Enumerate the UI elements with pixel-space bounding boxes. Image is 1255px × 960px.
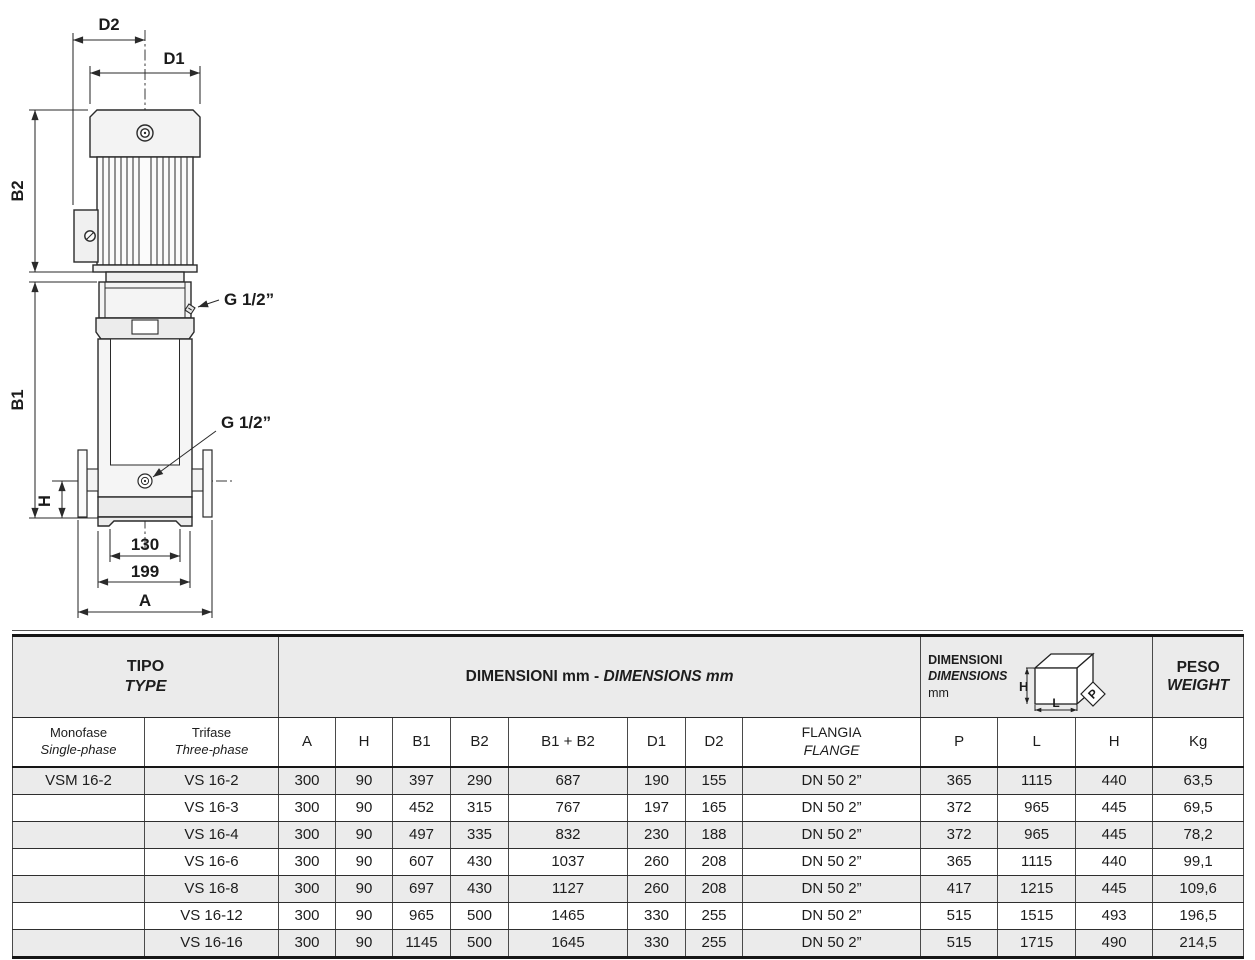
- cell-flangia: DN 50 2”: [743, 875, 921, 902]
- monofase-label-en: Single-phase: [40, 741, 117, 757]
- col-b1: B1: [393, 717, 451, 767]
- table-row: [13, 875, 1244, 902]
- pump-technical-drawing: [0, 0, 630, 628]
- col-a: A: [279, 717, 336, 767]
- cell-h: 90: [336, 848, 393, 875]
- header-dimensions: [279, 635, 921, 717]
- cell-flangia: DN 50 2”: [743, 767, 921, 795]
- cell-monofase: [13, 794, 145, 821]
- cell-b1b2: 1037: [509, 848, 628, 875]
- flangia-label-en: FLANGE: [803, 741, 860, 758]
- col-b1b2: B1 + B2: [509, 717, 628, 767]
- dim-label-b1: B1: [9, 389, 27, 411]
- tipo-label-it: TIPO: [126, 657, 165, 675]
- cell-l: 1115: [998, 767, 1076, 795]
- cell-d1: 260: [628, 848, 686, 875]
- cell-p: 372: [921, 794, 998, 821]
- dimensions-label-it: DIMENSIONI mm -: [465, 667, 604, 685]
- cell-d2: 208: [686, 875, 743, 902]
- cell-a: 300: [279, 767, 336, 795]
- cell-b1: 397: [393, 767, 451, 795]
- cell-kg: 214,5: [1153, 929, 1244, 957]
- trifase-label-it: Trifase: [191, 725, 232, 741]
- cell-flangia: DN 50 2”: [743, 821, 921, 848]
- cell-hh: 493: [1076, 902, 1153, 929]
- cell-h: 90: [336, 902, 393, 929]
- cell-d2: 155: [686, 767, 743, 795]
- cell-l: 965: [998, 794, 1076, 821]
- cell-hh: 440: [1076, 767, 1153, 795]
- cell-hh: 445: [1076, 875, 1153, 902]
- monofase-label-it: Monofase: [49, 725, 108, 741]
- col-p: P: [921, 717, 998, 767]
- cell-monofase: [13, 821, 145, 848]
- cell-monofase: [13, 875, 145, 902]
- cell-d2: 208: [686, 848, 743, 875]
- peso-label-en: WEIGHT: [1167, 676, 1230, 694]
- dim-label-130: 130: [130, 535, 160, 554]
- col-monofase: [13, 717, 145, 767]
- cell-p: 417: [921, 875, 998, 902]
- pack-dim-unit: mm: [928, 685, 949, 700]
- cell-a: 300: [279, 875, 336, 902]
- cell-b1b2: 1465: [509, 902, 628, 929]
- cell-b1: 965: [393, 902, 451, 929]
- cell-kg: 69,5: [1153, 794, 1244, 821]
- box-icon-l-label: L: [1052, 695, 1060, 710]
- cell-d1: 230: [628, 821, 686, 848]
- cell-b1: 1145: [393, 929, 451, 957]
- cell-kg: 78,2: [1153, 821, 1244, 848]
- cell-b2: 315: [451, 794, 509, 821]
- cell-b1b2: 1645: [509, 929, 628, 957]
- cell-h: 90: [336, 794, 393, 821]
- cell-trifase: VS 16-2: [145, 767, 279, 795]
- cell-flangia: DN 50 2”: [743, 848, 921, 875]
- spec-table-wrap: [12, 630, 1243, 960]
- cell-d2: 255: [686, 902, 743, 929]
- cell-l: 1215: [998, 875, 1076, 902]
- cell-kg: 99,1: [1153, 848, 1244, 875]
- cell-d1: 197: [628, 794, 686, 821]
- cell-hh: 440: [1076, 848, 1153, 875]
- cell-flangia: DN 50 2”: [743, 902, 921, 929]
- cell-trifase: VS 16-16: [145, 929, 279, 957]
- pack-dim-label-en: DIMENSIONS: [928, 669, 1008, 684]
- header-tipo: [13, 635, 279, 717]
- cell-b1b2: 832: [509, 821, 628, 848]
- cell-monofase: VSM 16-2: [13, 767, 145, 795]
- cell-a: 300: [279, 794, 336, 821]
- cell-trifase: VS 16-8: [145, 875, 279, 902]
- cell-a: 300: [279, 848, 336, 875]
- cell-l: 965: [998, 821, 1076, 848]
- cell-b2: 500: [451, 902, 509, 929]
- col-d2: D2: [686, 717, 743, 767]
- cell-b2: 430: [451, 875, 509, 902]
- cell-hh: 490: [1076, 929, 1153, 957]
- cell-a: 300: [279, 902, 336, 929]
- dimensions-label-en: DIMENSIONS mm: [603, 667, 734, 685]
- col-flangia: [743, 717, 921, 767]
- cell-hh: 445: [1076, 794, 1153, 821]
- tipo-label-en: TYPE: [124, 677, 167, 695]
- cell-monofase: [13, 848, 145, 875]
- peso-label-it: PESO: [1176, 658, 1220, 676]
- cell-b1b2: 767: [509, 794, 628, 821]
- col-hh: H: [1076, 717, 1153, 767]
- cell-a: 300: [279, 929, 336, 957]
- cell-l: 1515: [998, 902, 1076, 929]
- cell-b2: 430: [451, 848, 509, 875]
- spec-table: [12, 634, 1244, 959]
- dim-label-d1: D1: [163, 50, 185, 68]
- box-icon-h-label: H: [1019, 678, 1029, 694]
- cell-d2: 165: [686, 794, 743, 821]
- col-d1: D1: [628, 717, 686, 767]
- cell-trifase: VS 16-12: [145, 902, 279, 929]
- cell-trifase: VS 16-4: [145, 821, 279, 848]
- cell-h: 90: [336, 875, 393, 902]
- col-kg: Kg: [1153, 717, 1244, 767]
- box-icon-p-label: P: [1085, 685, 1102, 702]
- cell-monofase: [13, 929, 145, 957]
- cell-b2: 500: [451, 929, 509, 957]
- callout-g-half-bottom: G 1/2”: [221, 413, 272, 432]
- cell-d1: 190: [628, 767, 686, 795]
- cell-h: 90: [336, 767, 393, 795]
- cell-p: 365: [921, 767, 998, 795]
- cell-kg: 63,5: [1153, 767, 1244, 795]
- header-peso: [1153, 635, 1244, 717]
- cell-p: 372: [921, 821, 998, 848]
- dim-label-h: H: [36, 495, 54, 507]
- cell-p: 515: [921, 929, 998, 957]
- table-row: [13, 929, 1244, 957]
- table-row: [13, 848, 1244, 875]
- col-h: H: [336, 717, 393, 767]
- cell-flangia: DN 50 2”: [743, 794, 921, 821]
- cell-l: 1115: [998, 848, 1076, 875]
- col-l: L: [998, 717, 1076, 767]
- cell-h: 90: [336, 821, 393, 848]
- cell-trifase: VS 16-6: [145, 848, 279, 875]
- cell-h: 90: [336, 929, 393, 957]
- flangia-label-it: FLANGIA: [801, 724, 862, 740]
- cell-monofase: [13, 902, 145, 929]
- cell-b2: 290: [451, 767, 509, 795]
- pump-outline: [74, 110, 212, 526]
- packing-box-icon: [1015, 644, 1119, 714]
- cell-a: 300: [279, 821, 336, 848]
- cell-b1: 497: [393, 821, 451, 848]
- dim-label-a: A: [138, 591, 152, 610]
- table-row: [13, 767, 1244, 795]
- cell-b1: 697: [393, 875, 451, 902]
- cell-d2: 255: [686, 929, 743, 957]
- cell-d2: 188: [686, 821, 743, 848]
- cell-p: 365: [921, 848, 998, 875]
- header-packing-dimensions: [921, 635, 1153, 717]
- table-row: [13, 794, 1244, 821]
- cell-b1: 607: [393, 848, 451, 875]
- col-trifase: [145, 717, 279, 767]
- dim-label-d2: D2: [98, 16, 120, 34]
- header-row-columns: [13, 717, 1244, 767]
- header-row-groups: [13, 635, 1244, 717]
- cell-b2: 335: [451, 821, 509, 848]
- pack-dim-label-it: DIMENSIONI: [928, 653, 1003, 668]
- dim-label-199: 199: [130, 562, 160, 581]
- cell-b1b2: 687: [509, 767, 628, 795]
- cell-b1: 452: [393, 794, 451, 821]
- col-b2: B2: [451, 717, 509, 767]
- dim-label-b2: B2: [9, 180, 27, 202]
- cell-hh: 445: [1076, 821, 1153, 848]
- cell-d1: 330: [628, 902, 686, 929]
- trifase-label-en: Three-phase: [174, 741, 249, 757]
- cell-p: 515: [921, 902, 998, 929]
- cell-kg: 196,5: [1153, 902, 1244, 929]
- cell-b1b2: 1127: [509, 875, 628, 902]
- table-row: [13, 902, 1244, 929]
- cell-flangia: DN 50 2”: [743, 929, 921, 957]
- callout-g-half-top: G 1/2”: [224, 290, 275, 309]
- cell-d1: 330: [628, 929, 686, 957]
- cell-l: 1715: [998, 929, 1076, 957]
- table-row: [13, 821, 1244, 848]
- cell-kg: 109,6: [1153, 875, 1244, 902]
- cell-trifase: VS 16-3: [145, 794, 279, 821]
- cell-d1: 260: [628, 875, 686, 902]
